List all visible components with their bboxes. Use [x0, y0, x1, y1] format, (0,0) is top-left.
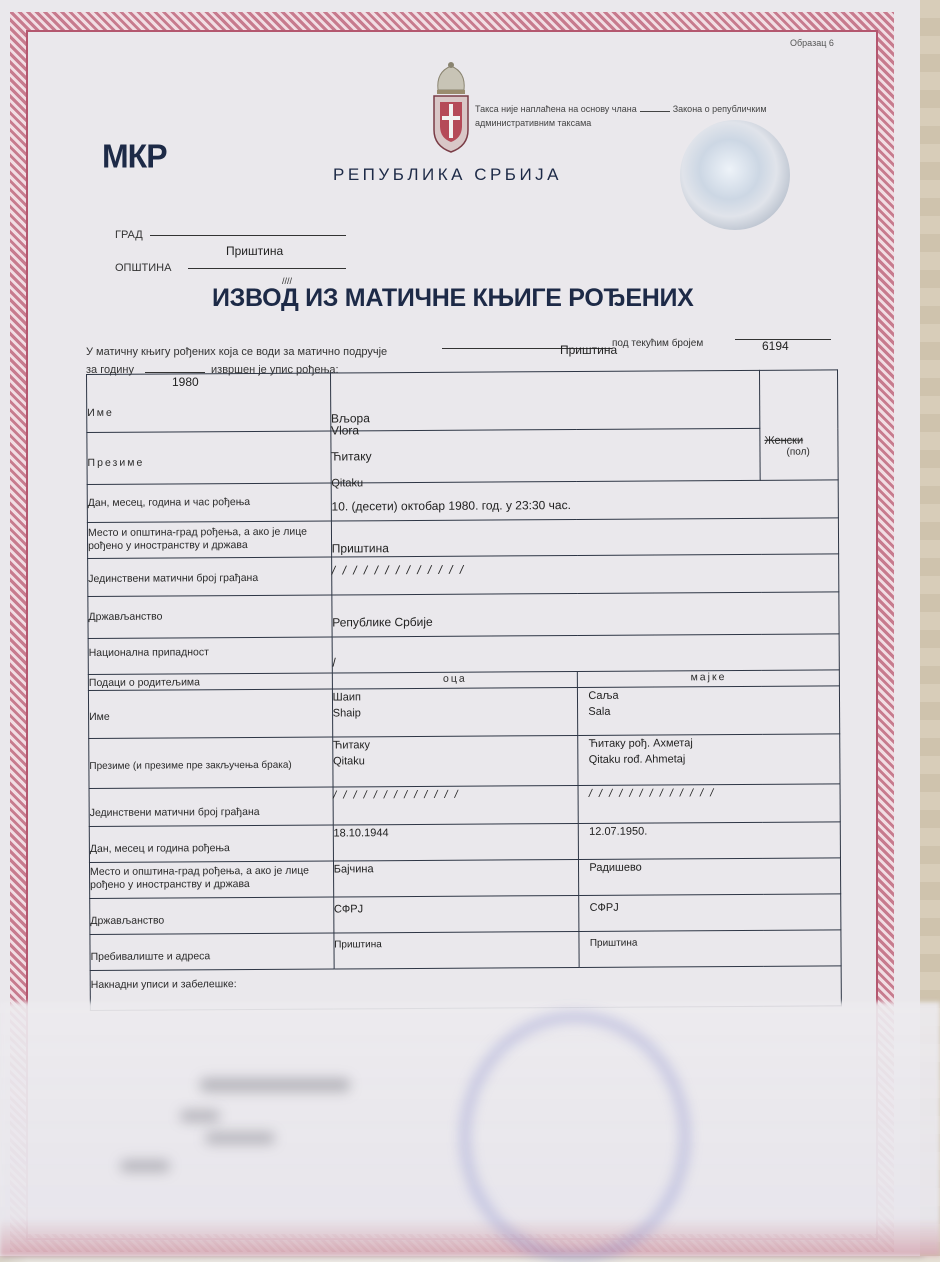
intro-area-value: Приштина — [560, 343, 618, 357]
intro-text: У матичну књигу рођених која се води за матично подручје — [86, 346, 388, 358]
sex-value: Женски — [764, 434, 804, 447]
tax-note-text-2: Закона о републичким — [672, 104, 767, 114]
child-surname-label: Презиме — [87, 431, 331, 484]
child-surname-lat: Qitaku — [331, 477, 364, 490]
mother-surname-cyr: Ћитаку рођ. Ахметај — [588, 737, 693, 750]
parent-row-residence — [90, 930, 841, 971]
pob-row — [87, 518, 838, 559]
mother-residence: Приштина — [579, 930, 841, 968]
notes-label: Накнадни уписи и забелешке: — [90, 966, 841, 1011]
mother-name-lat: Sala — [588, 705, 611, 718]
entry-number-value: 6194 — [762, 339, 789, 353]
citizenship-row — [88, 592, 839, 639]
municipality-label: ОПШТИНА — [115, 262, 172, 274]
parent-residence-label: Пребивалиште и адреса — [90, 933, 334, 970]
parent-citizenship-label: Држављанство — [90, 897, 334, 934]
city-line — [150, 235, 346, 236]
birth-record-table — [86, 369, 842, 1011]
father-residence: Приштина — [334, 931, 580, 968]
city-value: Приштина — [226, 244, 284, 258]
mother-citizenship: СФРЈ — [579, 894, 841, 932]
nationality-label: Национална припадност — [88, 637, 332, 674]
tax-article-blank — [640, 111, 670, 112]
father-citizenship: СФРЈ — [333, 895, 579, 932]
parent-jmbg-label: Јединствени матични број грађана — [89, 787, 333, 826]
father-name-lat: Shaip — [332, 707, 361, 720]
pob-label: Место и општина-град рођења, а ако је лице рођено у иностранству и држава — [87, 521, 331, 558]
father-surname — [332, 736, 578, 787]
serbian-coat-of-arms-icon — [430, 60, 472, 154]
redacted-text-bar — [205, 1132, 275, 1144]
parent-name-label: Име — [88, 689, 332, 738]
father-surname-lat: Qitaku — [333, 755, 365, 768]
mother-surname — [578, 734, 840, 786]
parent-row-name — [88, 686, 839, 739]
child-name-cyr: Вљора — [330, 411, 370, 426]
pob-value: Приштина — [331, 518, 839, 557]
for-year-label: за годину — [86, 364, 135, 376]
mother-name — [578, 686, 840, 736]
father-name-cyr: Шаип — [332, 691, 362, 704]
form-number: Образац 6 — [790, 38, 834, 48]
document-title: ИЗВОД ИЗ МАТИЧНЕ КЊИГЕ РОЂЕНИХ — [212, 284, 694, 312]
jmbg-label: Јединствени матични број грађана — [88, 557, 332, 596]
redacted-text-bar — [200, 1078, 350, 1092]
mother-name-cyr: Саља — [588, 689, 619, 702]
nationality-row — [88, 634, 839, 675]
father-header: оца — [332, 672, 578, 690]
jmbg-value: / / / / / / / / / / / / / — [331, 554, 839, 595]
jmbg-row — [88, 554, 839, 597]
mother-dob: 12.07.1950. — [579, 822, 841, 860]
official-stamp-icon — [460, 1012, 690, 1262]
dob-value-cell — [331, 477, 839, 521]
mkp-logo: МКР — [102, 137, 167, 175]
city-label: ГРАД — [115, 229, 143, 241]
dob-value: 10. (десети) октобар 1980. год. у 23:30 час. — [331, 498, 571, 514]
child-surname-cyr: Ћитаку — [331, 449, 372, 464]
dob-label: Дан, месец, година и час рођења — [87, 483, 331, 522]
mother-pob: Радишево — [579, 858, 841, 896]
municipality-line — [188, 268, 346, 269]
tax-note-text: Такса није наплаћена на основу члана — [475, 104, 637, 114]
citizenship-label: Држављанство — [88, 595, 332, 638]
parent-row-jmbg — [89, 784, 840, 827]
mother-jmbg: / / / / / / / / / / / / / — [578, 784, 840, 824]
parent-row-dob — [89, 822, 840, 863]
tax-note-line-1 — [475, 104, 767, 114]
sex-cell — [760, 370, 839, 480]
parent-pob-label: Место и општина-град рођења, а ако је лице рођено у иностранству и држава — [89, 861, 333, 898]
father-surname-cyr: Ћитаку — [332, 739, 371, 752]
tax-note-line-2: административним таксама — [475, 118, 592, 128]
dob-row — [87, 480, 838, 523]
child-name-lat: Vlora — [330, 423, 360, 438]
entry-made-label: извршен је упис рођења: — [211, 364, 339, 376]
slashes-mark: //// — [282, 276, 293, 286]
sex-label: (пол) — [786, 446, 810, 458]
parents-section-label: Подаци о родитељима — [88, 673, 332, 690]
father-jmbg: / / / / / / / / / / / / / — [333, 786, 579, 825]
parent-surname-label: Презиме (и презиме пре закључења брака) — [89, 737, 333, 788]
parent-dob-label: Дан, месец и година рођења — [89, 825, 333, 862]
hologram-seal-icon — [680, 120, 790, 230]
parent-row-pob — [89, 858, 840, 899]
redacted-text-bar — [120, 1160, 170, 1172]
year-value: 1980 — [172, 375, 199, 389]
father-name — [332, 688, 578, 737]
country-heading: РЕПУБЛИКА СРБИЈА — [333, 165, 563, 184]
citizenship-value: Републике Србије — [332, 592, 840, 637]
entry-number-label: под текућим бројем — [612, 338, 704, 349]
mother-header: мајке — [578, 670, 840, 688]
father-pob: Бајчина — [333, 859, 579, 896]
child-name-label: Име — [87, 373, 331, 432]
parent-row-citizenship — [90, 894, 841, 935]
redacted-text-bar — [180, 1110, 220, 1122]
father-dob: 18.10.1944 — [333, 823, 579, 860]
mother-surname-lat: Qitaku rođ. Ahmetaj — [588, 753, 686, 766]
nationality-value: / — [332, 634, 840, 673]
parent-row-surname — [89, 734, 840, 789]
